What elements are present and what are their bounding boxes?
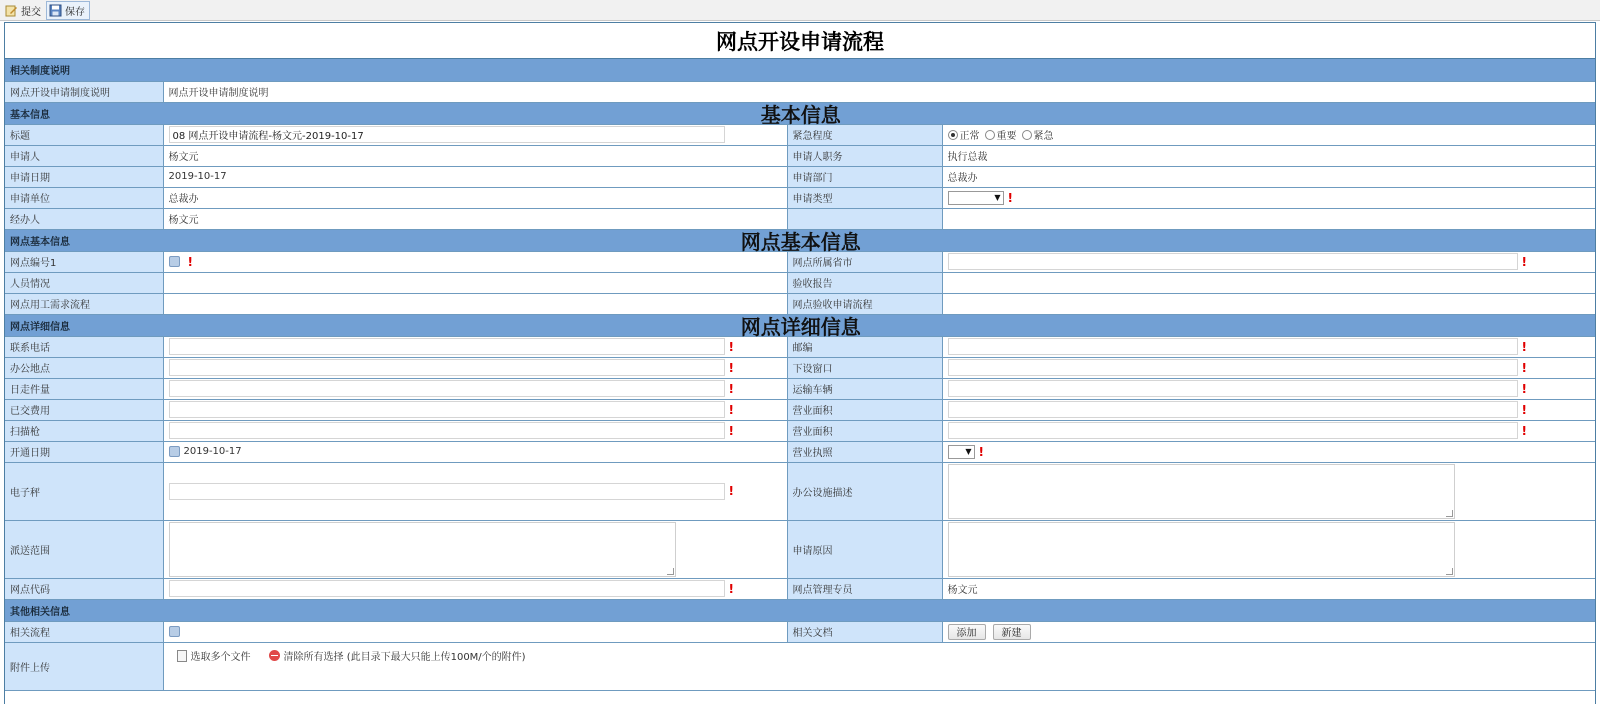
related-flow-browse-icon[interactable] [169,626,180,637]
type-required-mark: ! [1007,190,1013,205]
section-outlet-basic-heading: 网点基本信息 [740,229,861,254]
license-required-mark: ! [978,444,984,459]
window-input[interactable] [948,359,1518,376]
daily-input[interactable] [169,380,725,397]
license-label: 营业执照 [787,441,942,462]
vehicle-input[interactable] [948,380,1518,397]
row-title [5,124,1596,145]
acceptance-value [942,272,1596,293]
staff-label: 人员情况 [5,272,163,293]
related-doc-label: 相关文档 [787,621,942,642]
section-outlet-detail-title: 网点详细信息 [10,321,70,333]
scanner-label: 扫描枪 [5,420,163,441]
office-required-mark: ! [728,360,734,375]
province-required-mark: ! [1521,254,1527,269]
title-label: 标题 [5,124,163,145]
save-label: 保存 [65,6,85,18]
scale-label: 电子秤 [5,462,163,520]
form-title: 网点开设申请流程 [5,23,1595,59]
acceptance-flow-value [942,293,1596,314]
delivery-textarea[interactable] [169,522,676,577]
facility-textarea[interactable] [948,464,1455,519]
unit-label: 申请单位 [5,187,163,208]
row-scale [5,462,1596,520]
title-input[interactable] [169,126,725,143]
row-attach [5,642,1596,690]
section-other-title: 其他相关信息 [10,606,70,618]
unit-value: 总裁办 [163,187,787,208]
section-basic-heading: 基本信息 [760,102,841,127]
daily-required-mark: ! [728,381,734,396]
row-date [5,166,1596,187]
clear-icon [269,650,280,661]
zip-input[interactable] [948,338,1518,355]
select-files-button[interactable] [177,648,251,663]
acceptance-label: 验收报告 [787,272,942,293]
area1-required-mark: ! [1521,402,1527,417]
row-outlet-code [5,251,1596,272]
section-policy-title: 相关制度说明 [10,66,70,78]
empty-value [942,208,1596,229]
scale-input[interactable] [169,483,725,500]
scale-required-mark: ! [728,484,734,498]
phone-input[interactable] [169,338,725,355]
attach-controls [169,648,1592,663]
new-doc-button[interactable]: 新建 [993,624,1031,640]
submit-icon [5,4,18,17]
type-select[interactable]: ▼ [948,191,1004,205]
row-policy [5,81,1596,102]
submit-button[interactable] [2,1,46,20]
row-office [5,357,1596,378]
outlet-code2-label: 网点代码 [5,578,163,599]
upload-note: (此目录下最大只能上传100M/个的附件) [346,652,526,663]
row-scanner [5,420,1596,441]
date-value: 2019-10-17 [163,166,787,187]
position-value: 执行总裁 [942,145,1596,166]
open-date-value: 2019-10-17 [183,446,242,457]
outlet-code2-required-mark: ! [728,581,734,596]
toolbar [0,0,1600,21]
save-button[interactable] [46,1,90,20]
section-policy [5,59,1596,81]
applicant-value: 杨文元 [163,145,787,166]
urgency-normal-label: 正常 [959,131,980,142]
section-basic [5,102,1596,124]
paid-required-mark: ! [728,402,734,417]
row-paid [5,399,1596,420]
section-basic-title: 基本信息 [10,109,50,121]
row-daily [5,378,1596,399]
phone-required-mark: ! [728,339,734,354]
urgency-normal-radio[interactable] [948,130,958,140]
open-date-label: 开通日期 [5,441,163,462]
floppy-disk-icon [49,4,62,17]
add-doc-button[interactable]: 添加 [948,624,986,640]
urgency-label: 紧急程度 [787,124,942,145]
zip-required-mark: ! [1521,339,1527,354]
license-select[interactable]: ▼ [948,445,975,459]
row-staff [5,272,1596,293]
row-unit [5,187,1596,208]
area1-input[interactable] [948,401,1518,418]
phone-label: 联系电话 [5,336,163,357]
attach-label: 附件上传 [5,642,163,690]
province-input[interactable] [948,253,1518,270]
staff-value [163,272,787,293]
section-outlet-basic [5,229,1596,251]
dept-value: 总裁办 [942,166,1596,187]
type-label: 申请类型 [787,187,942,208]
window-required-mark: ! [1521,360,1527,375]
submit-label: 提交 [21,6,41,18]
vehicle-required-mark: ! [1521,381,1527,396]
province-label: 网点所属省市 [787,251,942,272]
handler-label: 经办人 [5,208,163,229]
urgency-radio-group [948,127,1592,142]
row-flows [5,293,1596,314]
section-other [5,599,1596,621]
reason-label: 申请原因 [787,520,942,578]
position-label: 申请人职务 [787,145,942,166]
facility-label: 办公设施描述 [787,462,942,520]
row-outlet-code2 [5,578,1596,599]
policy-label: 网点开设申请制度说明 [5,81,163,102]
handler-value: 杨文元 [163,208,787,229]
paid-input[interactable] [169,401,725,418]
browse-icon[interactable] [169,256,180,267]
urgency-urgent-radio[interactable] [1022,130,1032,140]
empty-label [787,208,942,229]
scanner-input[interactable] [169,422,725,439]
row-delivery [5,520,1596,578]
manager-label: 网点管理专员 [787,578,942,599]
row-related [5,621,1596,642]
labor-flow-value [163,293,787,314]
urgency-important-radio[interactable] [985,130,995,140]
section-outlet-detail-heading: 网点详细信息 [740,314,861,339]
outlet-code-label: 网点编号1 [5,251,163,272]
urgency-important-label: 重要 [996,131,1017,142]
clear-all-label: 清除所有选择 [283,652,344,663]
daily-label: 日走件量 [5,378,163,399]
file-icon [177,650,187,662]
clear-all-button[interactable] [269,648,526,663]
outlet-code-required-mark: ! [187,254,193,269]
manager-value: 杨文元 [942,578,1596,599]
urgency-urgent-label: 紧急 [1033,131,1054,142]
row-open-date [5,441,1596,462]
delivery-label: 派送范围 [5,520,163,578]
dept-label: 申请部门 [787,166,942,187]
office-input[interactable] [169,359,725,376]
date-label: 申请日期 [5,166,163,187]
vehicle-label: 运输车辆 [787,378,942,399]
section-outlet-detail [5,314,1596,336]
row-handler [5,208,1596,229]
area2-required-mark: ! [1521,423,1527,438]
applicant-label: 申请人 [5,145,163,166]
form-table [5,59,1596,691]
scanner-required-mark: ! [728,423,734,438]
window-label: 下设窗口 [787,357,942,378]
area2-label: 营业面积 [787,420,942,441]
related-flow-label: 相关流程 [5,621,163,642]
acceptance-flow-label: 网点验收申请流程 [787,293,942,314]
section-outlet-basic-title: 网点基本信息 [10,236,70,248]
form-container [4,22,1596,704]
row-applicant [5,145,1596,166]
zip-label: 邮编 [787,336,942,357]
calendar-icon[interactable] [169,446,180,457]
office-label: 办公地点 [5,357,163,378]
outlet-code2-input[interactable] [169,580,725,597]
paid-label: 已交费用 [5,399,163,420]
area2-input[interactable] [948,422,1518,439]
reason-textarea[interactable] [948,522,1455,577]
row-phone [5,336,1596,357]
select-files-label: 选取多个文件 [190,652,251,663]
policy-link[interactable]: 网点开设申请制度说明 [168,88,269,99]
area1-label: 营业面积 [787,399,942,420]
labor-flow-label: 网点用工需求流程 [5,293,163,314]
